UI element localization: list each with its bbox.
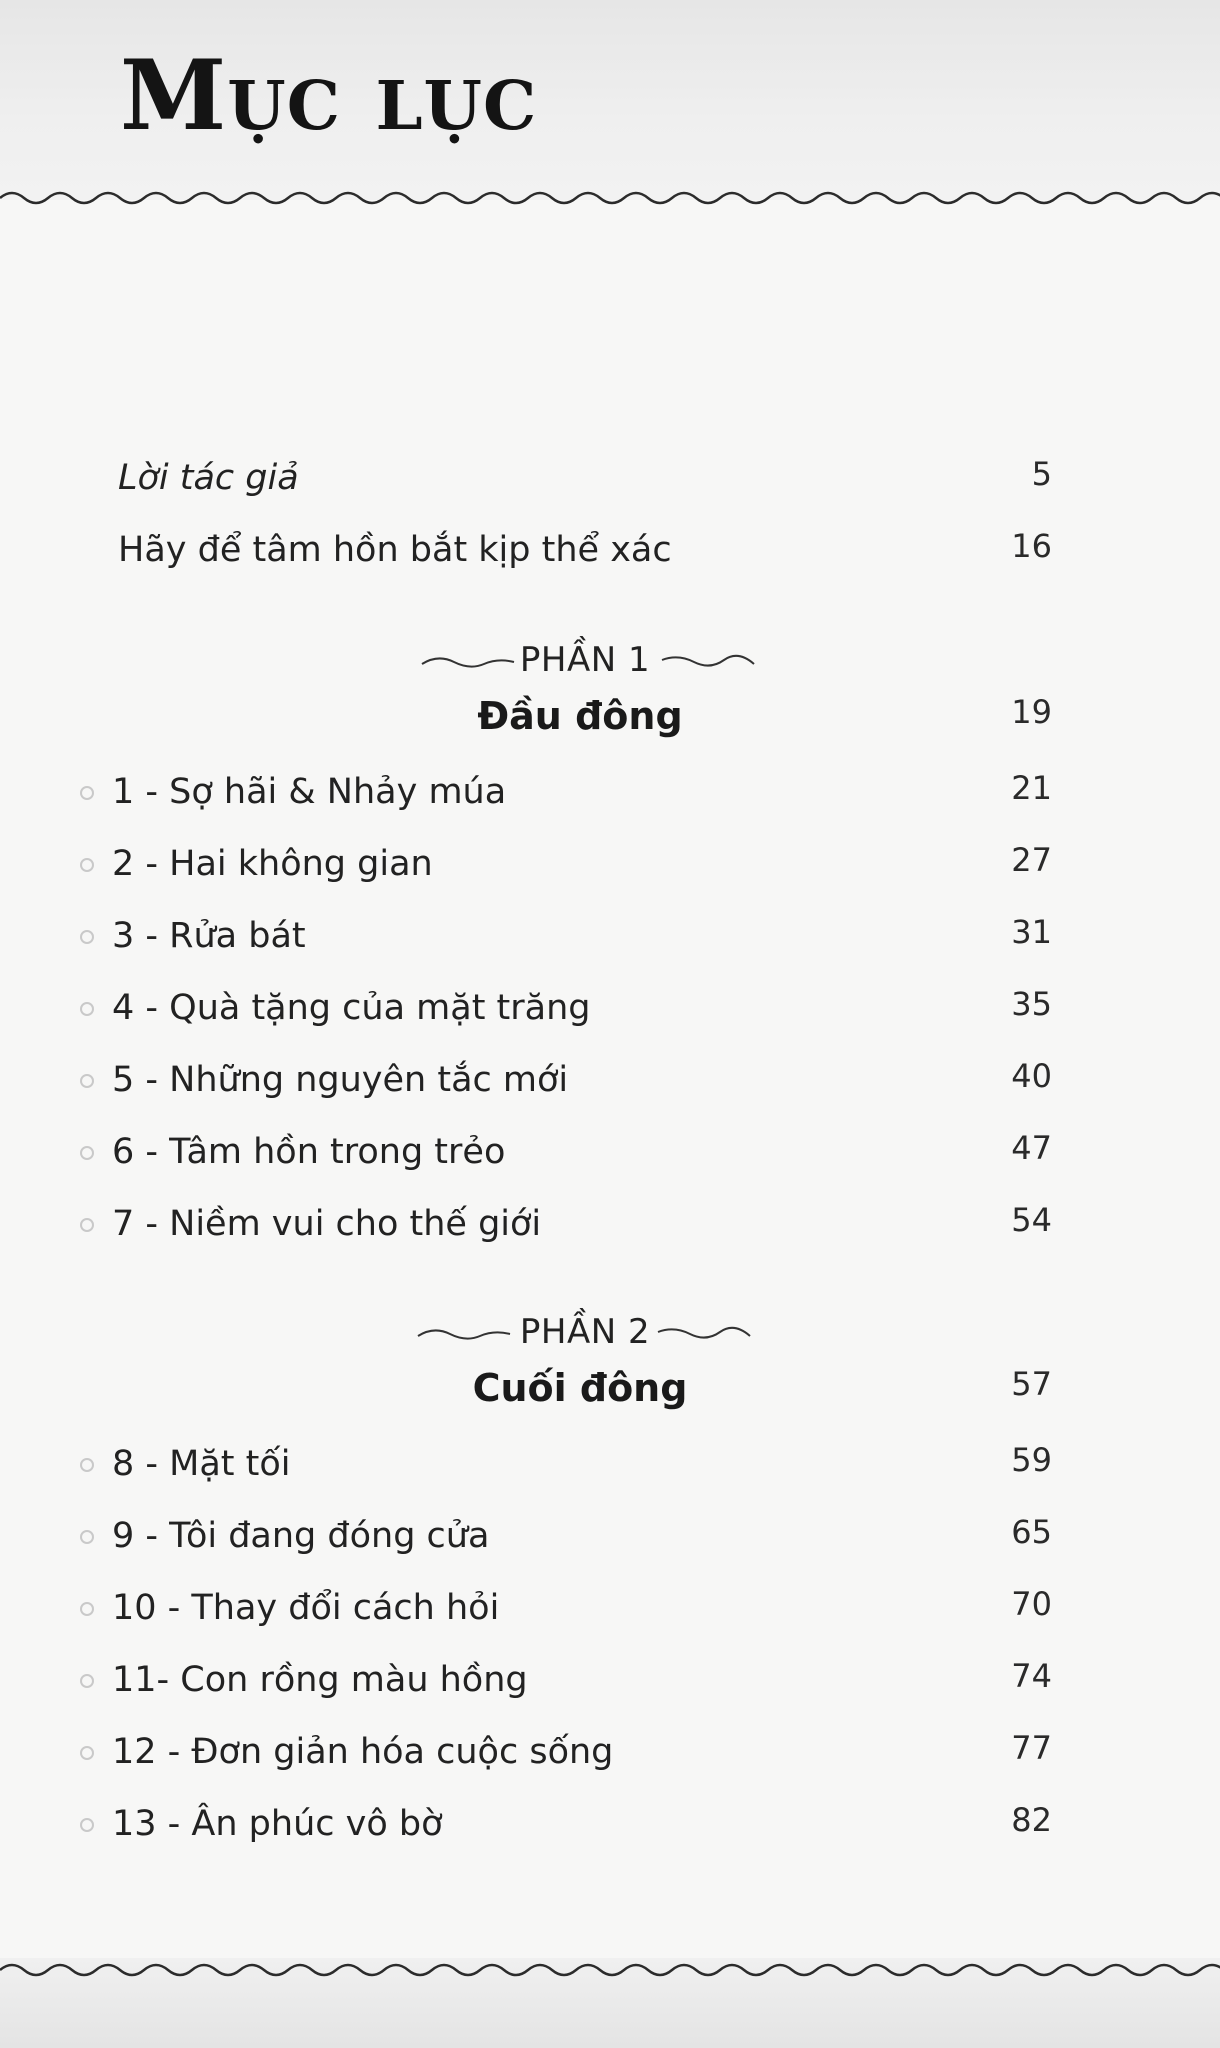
- toc-entry-chapter[interactable]: [0, 1506, 1220, 1566]
- bullet-circle-icon: [80, 1218, 94, 1232]
- toc-entry-label: 1 - Sợ hãi & Nhảy múa: [112, 772, 507, 812]
- bullet-circle-icon: [80, 930, 94, 944]
- toc-page-number: 19: [1011, 693, 1052, 731]
- bullet-circle-icon: [80, 858, 94, 872]
- toc-page-number: 47: [1011, 1129, 1052, 1167]
- toc-entry-chapter[interactable]: [0, 906, 1220, 966]
- part-label: PHẦN 1: [519, 640, 651, 680]
- toc-page-number: 54: [1011, 1201, 1052, 1239]
- toc-entry-chapter[interactable]: [0, 1122, 1220, 1182]
- toc-entry-label: 8 - Mặt tối: [112, 1444, 291, 1484]
- bullet-circle-icon: [80, 786, 94, 800]
- bullet-circle-icon: [80, 1674, 94, 1688]
- part-title: Cuối đông: [472, 1366, 688, 1410]
- toc-entry-label: 11- Con rồng màu hồng: [112, 1660, 528, 1700]
- toc-entry-chapter[interactable]: [0, 1050, 1220, 1110]
- toc-page-number: 5: [1031, 455, 1052, 493]
- toc-entry-label: 13 - Ân phúc vô bờ: [112, 1804, 443, 1844]
- toc-entry-label: 9 - Tôi đang đóng cửa: [112, 1516, 490, 1556]
- part-title: Đầu đông: [477, 694, 683, 738]
- bullet-circle-icon: [80, 1746, 94, 1760]
- part-1-title-entry[interactable]: [0, 686, 1220, 746]
- toc-entry-chapter[interactable]: [0, 1650, 1220, 1710]
- toc-entry-label: 4 - Quà tặng của mặt trăng: [112, 988, 591, 1028]
- part-label: PHẦN 2: [519, 1312, 651, 1352]
- toc-entry-chapter[interactable]: [0, 1434, 1220, 1494]
- swash-right-icon: [660, 654, 756, 668]
- bullet-circle-icon: [80, 1458, 94, 1472]
- toc-entry-label: Hãy để tâm hồn bắt kịp thể xác: [118, 530, 672, 570]
- toc-entry-chapter[interactable]: [0, 834, 1220, 894]
- toc-entry-preface[interactable]: [0, 448, 1220, 508]
- bullet-circle-icon: [80, 1146, 94, 1160]
- swash-right-icon: [656, 1326, 752, 1340]
- bullet-circle-icon: [80, 1818, 94, 1832]
- wavy-divider-top: [0, 186, 1220, 210]
- toc-page-number: 77: [1011, 1729, 1052, 1767]
- toc-entry-chapter[interactable]: [0, 1794, 1220, 1854]
- toc-page-number: 74: [1011, 1657, 1052, 1695]
- toc-entry-label: 2 - Hai không gian: [112, 844, 433, 884]
- toc-entry-label: 12 - Đơn giản hóa cuộc sống: [112, 1732, 614, 1772]
- wavy-divider-bottom: [0, 1958, 1220, 1982]
- toc-entry-chapter[interactable]: [0, 1194, 1220, 1254]
- part-2-title-entry[interactable]: [0, 1358, 1220, 1418]
- toc-page-number: 21: [1011, 769, 1052, 807]
- part-1-heading: [0, 628, 1220, 688]
- toc-entry-label: 7 - Niềm vui cho thế giới: [112, 1204, 542, 1244]
- toc-entry-label: 10 - Thay đổi cách hỏi: [112, 1588, 500, 1628]
- bullet-circle-icon: [80, 1074, 94, 1088]
- toc-page-number: 27: [1011, 841, 1052, 879]
- toc-entry-chapter[interactable]: [0, 978, 1220, 1038]
- part-2-heading: [0, 1300, 1220, 1360]
- toc-page-number: 65: [1011, 1513, 1052, 1551]
- bullet-circle-icon: [80, 1530, 94, 1544]
- toc-entry-chapter[interactable]: [0, 1722, 1220, 1782]
- toc-entry-label: 6 - Tâm hồn trong trẻo: [112, 1132, 506, 1172]
- bullet-circle-icon: [80, 1002, 94, 1016]
- toc-page-number: 16: [1011, 527, 1052, 565]
- toc-entry-label: 3 - Rửa bát: [112, 916, 306, 956]
- bullet-circle-icon: [80, 1602, 94, 1616]
- toc-page-number: 70: [1011, 1585, 1052, 1623]
- toc-entry-chapter[interactable]: [0, 1578, 1220, 1638]
- toc-page-number: 31: [1011, 913, 1052, 951]
- toc-page-number: 57: [1011, 1365, 1052, 1403]
- toc-page-number: 35: [1011, 985, 1052, 1023]
- toc-page-number: 59: [1011, 1441, 1052, 1479]
- toc-entry-label: 5 - Những nguyên tắc mới: [112, 1060, 569, 1100]
- page-title: Mục lục: [120, 39, 538, 152]
- toc-entry-chapter[interactable]: [0, 762, 1220, 822]
- toc-entry-intro[interactable]: [0, 520, 1220, 580]
- toc-page-number: 40: [1011, 1057, 1052, 1095]
- toc-entry-label: Lời tác giả: [118, 458, 299, 498]
- toc-page-number: 82: [1011, 1801, 1052, 1839]
